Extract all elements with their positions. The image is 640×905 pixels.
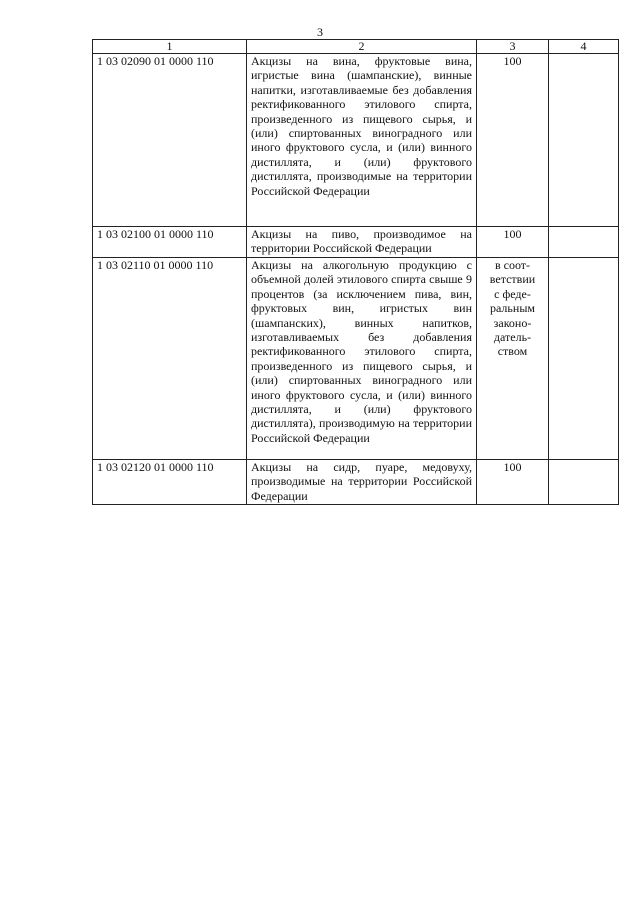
- row-norm: [477, 258, 549, 460]
- norm-line: ветствии: [489, 272, 536, 287]
- row-description: Акцизы на алкогольную продукцию с объемной долей этилового спирта свыше 9 процентов (за исключением пива, вин, фруктовых вин, игристых вин (шампанских), винных напитков, изготавливаемых без добавления ректификованного этилового спирта, произведенного из пищевого сырья, и (или) спиртованных виноградного или иного фруктового сусла, и (или) винного дистиллята, и (или) фруктового дистиллята), производимую на территории Российской Федерации: [247, 258, 477, 460]
- table-row: [93, 227, 619, 258]
- norm-line: с феде-: [494, 286, 531, 301]
- row-code: 1 03 02090 01 0000 110: [93, 54, 247, 227]
- row-col4: [549, 258, 619, 460]
- norm-line: 100: [503, 227, 522, 241]
- norm-line: датель-: [493, 330, 532, 345]
- table-row: [93, 460, 619, 505]
- row-code: 1 03 02120 01 0000 110: [93, 460, 247, 505]
- norm-line: ральным: [490, 301, 535, 316]
- column-header-3: 3: [477, 40, 549, 54]
- row-col4: [549, 460, 619, 505]
- norm-line: 100: [503, 460, 522, 474]
- row-norm: [477, 54, 549, 227]
- column-header-4: 4: [549, 40, 619, 54]
- table-row: [93, 258, 619, 460]
- row-col4: [549, 54, 619, 227]
- row-code: 1 03 02100 01 0000 110: [93, 227, 247, 258]
- row-description: Акцизы на вина, фруктовые вина, игристые вина (шампанские), винные напитки, изготавливаемые без добавления ректификованного этилового спирта, произведенного из пищевого сырья, и (или) спиртованных виноградного или иного фруктового сусла, и (или) винного дистиллята, и (или) фруктового дистиллята, производимые на территории Российской Федерации: [247, 54, 477, 227]
- norm-line: законо-: [493, 315, 532, 330]
- row-norm: [477, 227, 549, 258]
- norm-line: ством: [497, 344, 528, 359]
- table-header-row: [93, 40, 619, 54]
- row-col4: [549, 227, 619, 258]
- norm-line: 100: [503, 54, 522, 68]
- column-header-1: 1: [93, 40, 247, 54]
- row-norm: [477, 460, 549, 505]
- column-header-2: 2: [247, 40, 477, 54]
- norm-line: в соот-: [494, 258, 531, 272]
- page-number: 3: [317, 25, 323, 39]
- table-row: [93, 54, 619, 227]
- row-description: Акцизы на пиво, производимое на территории Российской Федерации: [247, 227, 477, 258]
- row-code: 1 03 02110 01 0000 110: [93, 258, 247, 460]
- revenue-table: [92, 39, 619, 505]
- row-description: Акцизы на сидр, пуаре, медовуху, производимые на территории Российской Федерации: [247, 460, 477, 505]
